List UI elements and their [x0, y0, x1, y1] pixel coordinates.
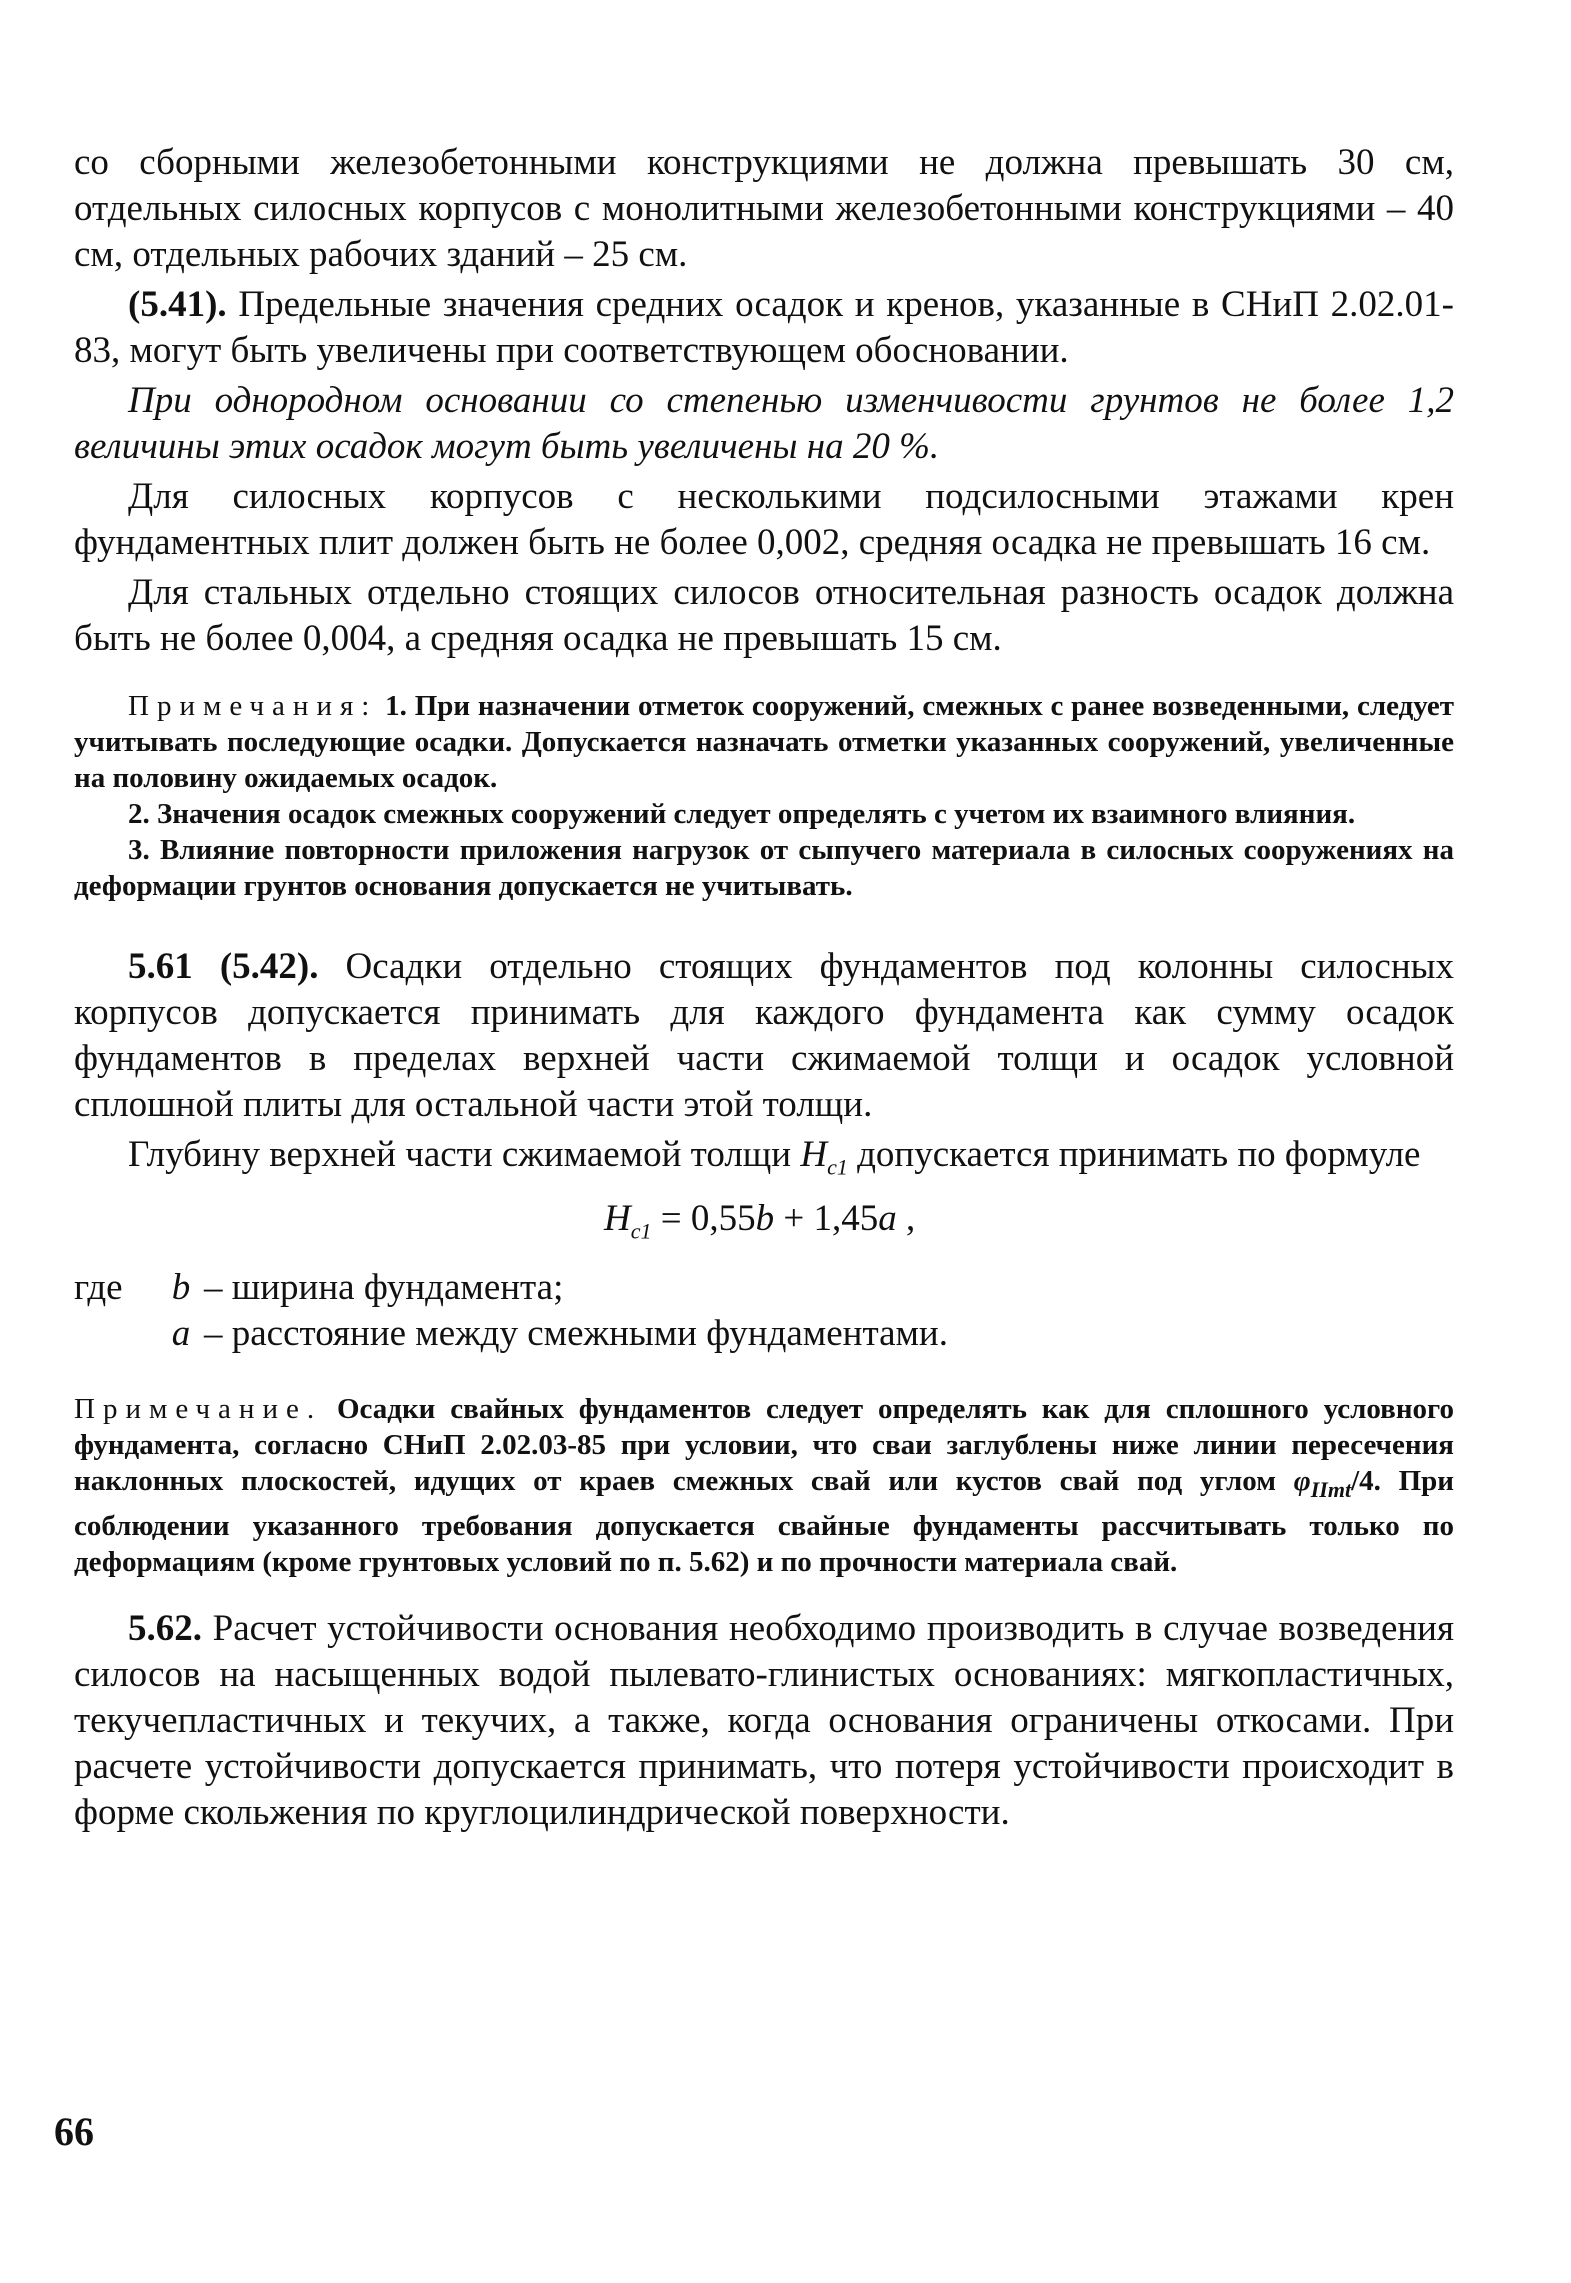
def-spacer	[74, 1311, 158, 1357]
def-symbol: a	[171, 1312, 191, 1354]
clause-5-61	[74, 944, 1454, 1128]
paragraph-uniform-base: При однородном основании со степенью изменчивости грунтов не более 1,2 величины этих осадок могут быть увеличены на 20 %.	[74, 380, 1454, 467]
clause-number: 5.61 (5.42).	[128, 946, 319, 987]
symbol-phi-sub: IImt	[1310, 1476, 1352, 1502]
clause-5-41	[74, 282, 1454, 374]
document-page	[74, 140, 1454, 1836]
clause-text: Расчет устойчивости основания необходимо производить в случае возведения силосов на насыщенных водой пылевато-глинистых основаниях: мягкопластичных, текучепластичных и текучих, а также, когда основания ограничены откосами. При расчете устойчивости допускается принимать, что потеря устойчивости происходит в форме скольжения по круглоцилиндрической поверхности.	[74, 1607, 1454, 1833]
definition-b	[74, 1265, 1454, 1311]
symbol-phi: φ	[1293, 1464, 1311, 1497]
def-symbol: b	[171, 1266, 191, 1308]
formula-h-sub: c1	[630, 1218, 652, 1244]
note-text-end: /4. При соблюдении указанного требования допускается свайные фундаменты рассчитывать только по деформациям (кроме грунтовых условий по п. 5.62) и по прочности материала свай.	[74, 1464, 1455, 1578]
formula-h: H	[604, 1198, 631, 1240]
formula-part: = 0,55	[651, 1198, 756, 1240]
note-2: 2. Значения осадок смежных сооружений следует определять с учетом их взаимного влияния.	[128, 798, 1356, 830]
note-1	[74, 688, 1454, 796]
note-piles	[74, 1391, 1454, 1580]
depth-text: Глубину верхней части сжимаемой толщи	[128, 1134, 801, 1175]
paragraph-depth	[74, 1132, 1454, 1190]
formula-part: + 1,45	[774, 1198, 879, 1240]
symbol-h-sub: c1	[827, 1154, 848, 1180]
formula-end: ,	[896, 1198, 916, 1240]
formula-a: a	[878, 1198, 897, 1240]
paragraph-steel-silos: Для стальных отдельно стоящих силосов относительная разность осадок должна быть не более 0,004, а средняя осадка не превышать 15 см.	[74, 572, 1454, 659]
depth-text-end: допускается принимать по формуле	[847, 1134, 1421, 1175]
def-text: – ширина фундамента;	[204, 1266, 564, 1308]
where-label: где	[74, 1266, 123, 1308]
page-number: 66	[54, 2109, 94, 2154]
note-1-text: 1. При назначении отметок сооружений, смежных с ранее возведенными, следует учитывать последующие осадки. Допускается назначать отметки указанных сооружений, увеличенные на половину ожидаемых осадок.	[74, 690, 1454, 794]
formula	[74, 1196, 1454, 1254]
def-text: – расстояние между смежными фундаментами.	[204, 1312, 948, 1354]
notes-label: Примечания:	[128, 690, 378, 722]
note-text: Осадки свайных фундаментов следует определять как для сплошного условного фундамента, согласно СНиП 2.02.03-85 при условии, что сваи заглублены ниже линии пересечения наклонных плоскостей, идущих от краев смежных свай или кустов свай под углом	[74, 1392, 1454, 1497]
symbol-h: H	[800, 1134, 828, 1175]
note-label: Примечание.	[74, 1392, 323, 1425]
paragraph-continuation: со сборными железобетонными конструкциями не должна превышать 30 см, отдельных силосных корпусов с монолитными железобетонными конструкциями – 40 см, отдельных рабочих зданий – 25 см.	[74, 142, 1454, 275]
clause-number: (5.41).	[128, 284, 227, 325]
definition-a	[74, 1311, 1454, 1357]
formula-b: b	[755, 1198, 775, 1240]
clause-text: Осадки отдельно стоящих фундаментов под колонны силосных корпусов допускается принимать для каждого фундамента как сумму осадок фундаментов в пределах верхней части сжимаемой толщи и осадок условной сплошной плиты для остальной части этой толщи.	[74, 946, 1454, 1125]
clause-5-62	[74, 1606, 1454, 1836]
note-3: 3. Влияние повторности приложения нагрузок от сыпучего материала в силосных сооружениях на деформации грунтов основания допускается не учитывать.	[74, 834, 1454, 902]
clause-number: 5.62.	[128, 1607, 202, 1649]
definitions	[74, 1265, 1454, 1357]
clause-text: Предельные значения средних осадок и кренов, указанные в СНиП 2.02.01-83, могут быть увеличены при соответствующем обосновании.	[74, 284, 1454, 371]
paragraph-silo-tilt: Для силосных корпусов с несколькими подсилосными этажами крен фундаментных плит должен быть не более 0,002, средняя осадка не превышать 16 см.	[74, 476, 1454, 563]
